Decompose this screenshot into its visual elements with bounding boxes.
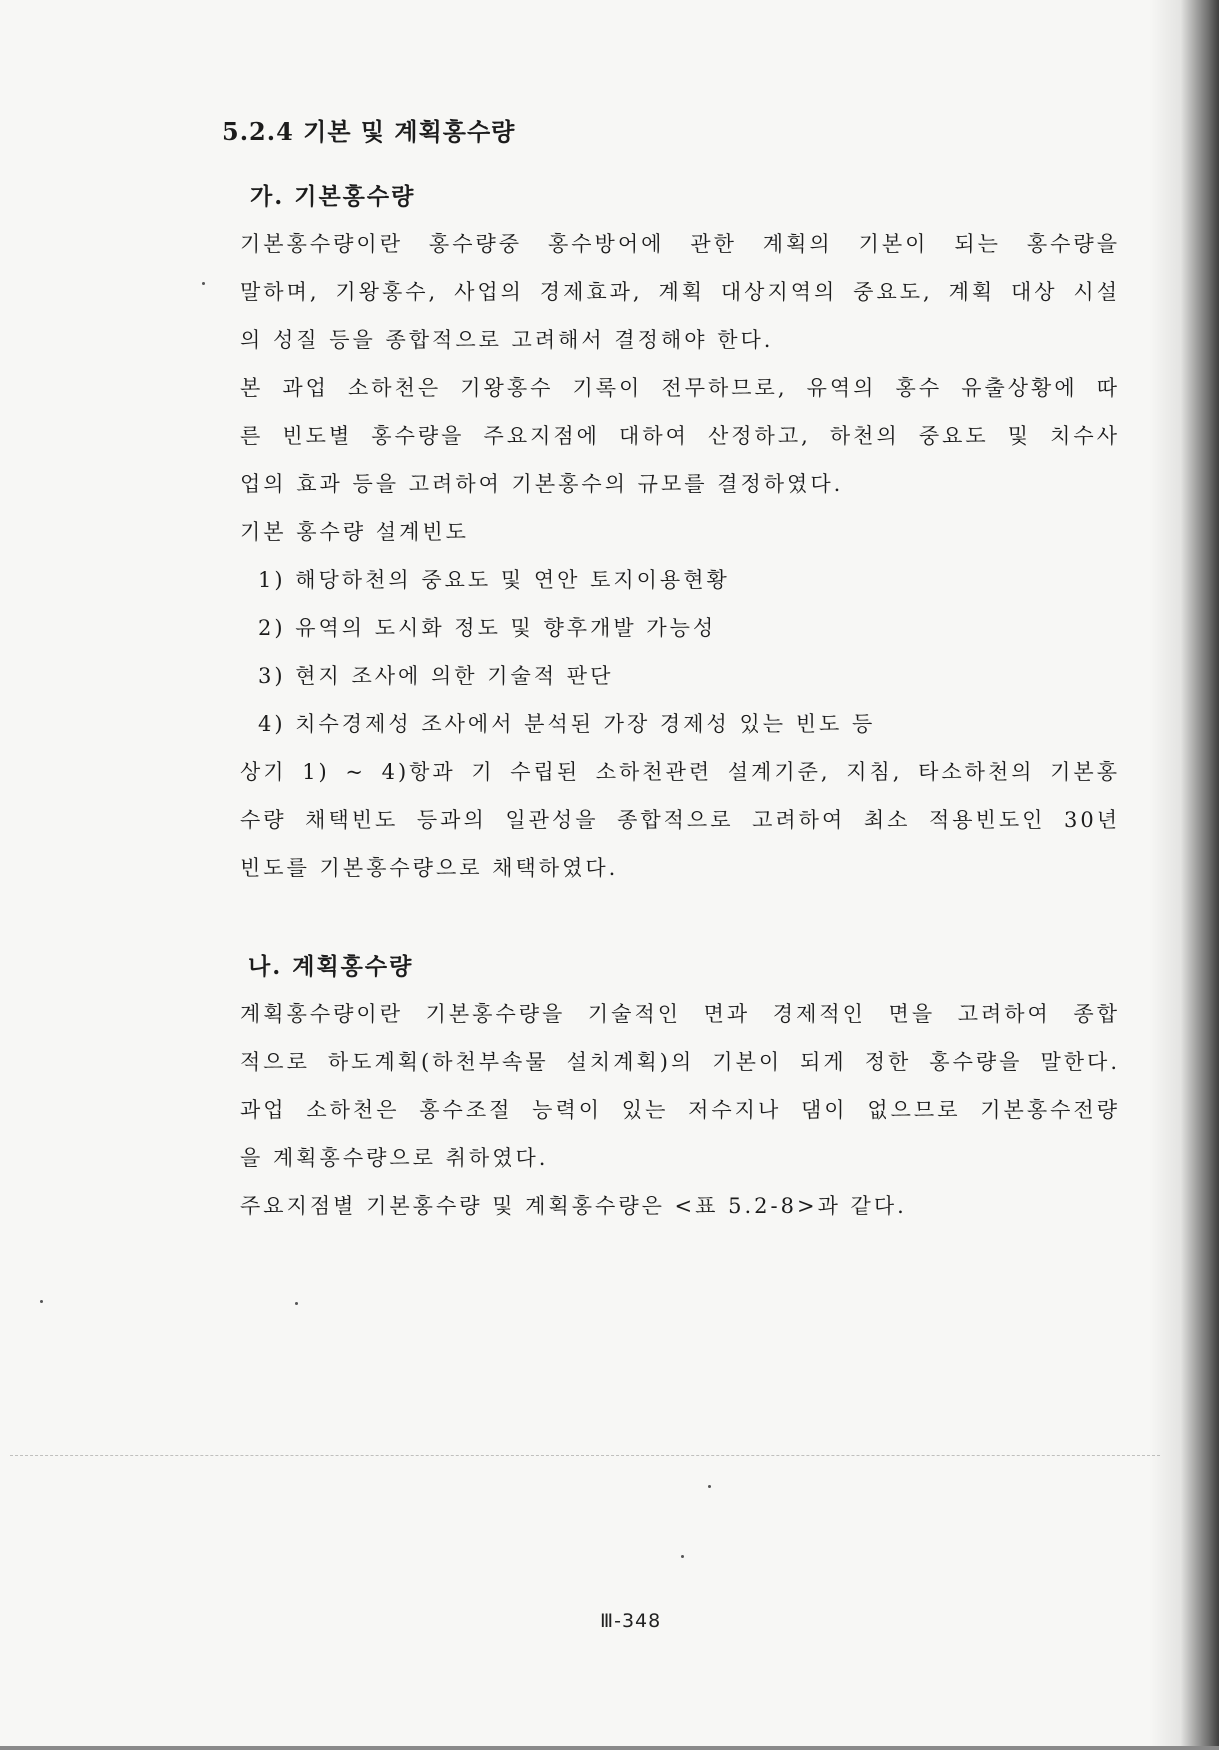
list-item: 1) 해당하천의 중요도 및 연안 토지이용현황 <box>258 568 730 592</box>
list-item: 3) 현지 조사에 의한 기술적 판단 <box>258 664 614 688</box>
paragraph-line: 계획홍수량이란 기본홍수량을 기술적인 면과 경제적인 면을 고려하여 종합 <box>240 1002 1120 1026</box>
paragraph-line: 업의 효과 등을 고려하여 기본홍수의 규모를 결정하였다. <box>240 472 844 496</box>
scan-fold-line <box>10 1455 1160 1456</box>
scan-bottom-edge <box>0 1746 1219 1750</box>
paragraph-line: 과업 소하천은 홍수조절 능력이 있는 저수지나 댐이 없으므로 기본홍수전량 <box>240 1098 1120 1122</box>
scan-speck <box>681 1555 684 1558</box>
paragraph-line: 을 계획홍수량으로 취하였다. <box>240 1146 549 1170</box>
paragraph-line: 주요지점별 기본홍수량 및 계획홍수량은 <표 5.2-8>과 같다. <box>240 1194 907 1218</box>
paragraph-line: 말하며, 기왕홍수, 사업의 경제효과, 계획 대상지역의 중요도, 계획 대상 시설 <box>240 280 1120 304</box>
conclusion-line: 수량 채택빈도 등과의 일관성을 종합적으로 고려하여 최소 적용빈도인 30년 <box>240 808 1120 832</box>
conclusion-line: 빈도를 기본홍수량으로 채택하였다. <box>240 856 619 880</box>
paragraph-line: 른 빈도별 홍수량을 주요지점에 대하여 산정하고, 하천의 중요도 및 치수사 <box>240 424 1120 448</box>
section-title: 5.2.4 기본 및 계획홍수량 <box>222 117 516 146</box>
scan-speck <box>295 1302 298 1305</box>
list-item: 4) 치수경제성 조사에서 분석된 가장 경제성 있는 빈도 등 <box>258 712 876 736</box>
scan-edge-shadow <box>1149 0 1219 1750</box>
basic-flood-heading: 가. 기본홍수량 <box>250 183 416 210</box>
conclusion-line: 상기 1) ~ 4)항과 기 수립된 소하천관련 설계기준, 지침, 타소하천의 기본홍 <box>240 760 1120 784</box>
planned-flood-heading: 나. 계획홍수량 <box>248 953 414 980</box>
paragraph-line: 본 과업 소하천은 기왕홍수 기록이 전무하므로, 유역의 홍수 유출상황에 따 <box>240 376 1120 400</box>
scan-speck <box>202 282 205 285</box>
page-number: Ⅲ-348 <box>600 1610 662 1632</box>
scan-speck <box>40 1300 43 1303</box>
paragraph-line: 적으로 하도계획(하천부속물 설치계획)의 기본이 되게 정한 홍수량을 말한다. <box>240 1050 1120 1074</box>
paragraph-line: 기본홍수량이란 홍수량중 홍수방어에 관한 계획의 기본이 되는 홍수량을 <box>240 232 1120 256</box>
list-item: 2) 유역의 도시화 정도 및 향후개발 가능성 <box>258 616 717 640</box>
paragraph-line: 기본 홍수량 설계빈도 <box>240 520 469 544</box>
paragraph-line: 의 성질 등을 종합적으로 고려해서 결정해야 한다. <box>240 328 774 352</box>
scan-speck <box>708 1485 711 1488</box>
